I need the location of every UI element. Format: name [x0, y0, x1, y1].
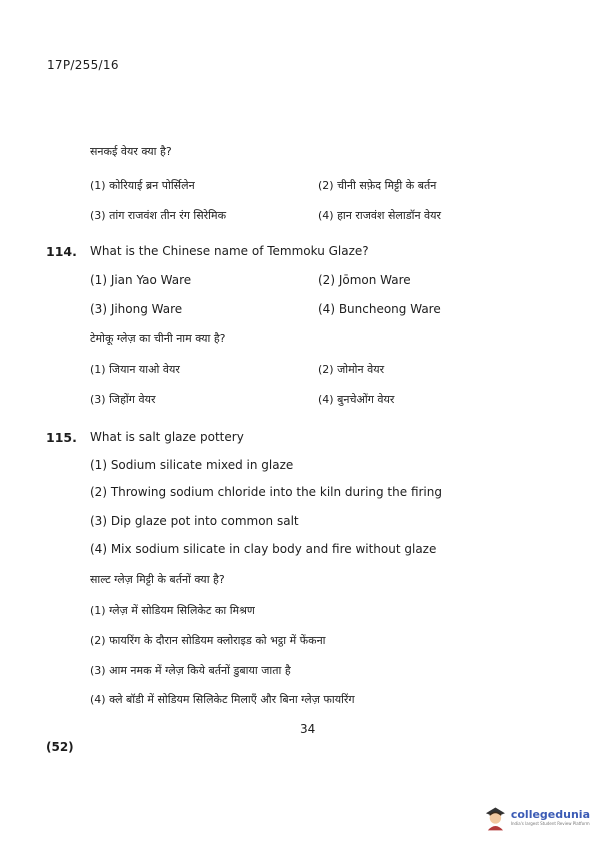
- q115-option-4-hindi: (4) क्ले बॉडी में सोडियम सिलिकेट मिलाएँ और बिना ग्लेज़ फायरिंग: [90, 693, 355, 706]
- q113-question-hindi: सनकई वेयर क्या है?: [90, 145, 172, 158]
- watermark-tagline: India's largest Student Review Platform: [510, 820, 590, 826]
- q114-option-2-english: (2) Jōmon Ware: [318, 273, 411, 287]
- q115-question-hindi: साल्ट ग्लेज़ मिट्टी के बर्तनों क्या है?: [90, 573, 225, 586]
- student-avatar-icon: [484, 803, 507, 831]
- q113-option-2-hindi: (2) चीनी सफ़ेद मिट्टी के बर्तन: [318, 179, 437, 192]
- q115-option-1-english: (1) Sodium silicate mixed in glaze: [90, 458, 294, 472]
- q113-option-4-hindi: (4) हान राजवंश सेलाडॉन वेयर: [318, 209, 442, 222]
- q113-option-1-hindi: (1) कोरियाई ब्रन पोर्सिलेन: [90, 179, 195, 192]
- q113-option-3-hindi: (3) तांग राजवंश तीन रंग सिरेमिक: [90, 209, 227, 222]
- q115-question-english: What is salt glaze pottery: [90, 430, 244, 444]
- q114-question-english: What is the Chinese name of Temmoku Glaze?: [90, 244, 369, 258]
- q115-option-1-hindi: (1) ग्लेज़ में सोडियम सिलिकेट का मिश्रण: [90, 604, 255, 617]
- q114-question-hindi: टेमोकू ग्लेज़ का चीनी नाम क्या है?: [90, 332, 226, 345]
- q115-option-2-hindi: (2) फायरिंग के दौरान सोडियम क्लोराइड को भट्ठा में फेंकना: [90, 634, 326, 647]
- q115-option-4-english: (4) Mix sodium silicate in clay body and fire without glaze: [90, 542, 437, 556]
- q115-number: 115.: [46, 430, 77, 445]
- page-number: 34: [300, 722, 316, 736]
- paper-code: 17P/255/16: [47, 58, 119, 72]
- q114-option-1-hindi: (1) जियान याओ वेयर: [90, 363, 180, 376]
- q114-option-2-hindi: (2) जोमोन वेयर: [318, 363, 385, 376]
- q115-option-2-english: (2) Throwing sodium chloride into the kiln during the firing: [90, 485, 442, 499]
- q114-option-4-hindi: (4) बुनचेओंग वेयर: [318, 393, 395, 406]
- watermark-brand: collegedunia: [510, 807, 590, 821]
- q114-option-3-hindi: (3) जिहोंग वेयर: [90, 393, 156, 406]
- booklet-code: (52): [46, 740, 74, 754]
- q115-option-3-english: (3) Dip glaze pot into common salt: [90, 514, 299, 528]
- q114-option-1-english: (1) Jian Yao Ware: [90, 273, 192, 287]
- collegedunia-watermark: [484, 800, 590, 834]
- q115-option-3-hindi: (3) आम नमक में ग्लेज़ किये बर्तनों डुबाया जाता है: [90, 664, 291, 677]
- q114-option-3-english: (3) Jihong Ware: [90, 302, 183, 316]
- q114-option-4-english: (4) Buncheong Ware: [318, 302, 441, 316]
- q114-number: 114.: [46, 244, 77, 259]
